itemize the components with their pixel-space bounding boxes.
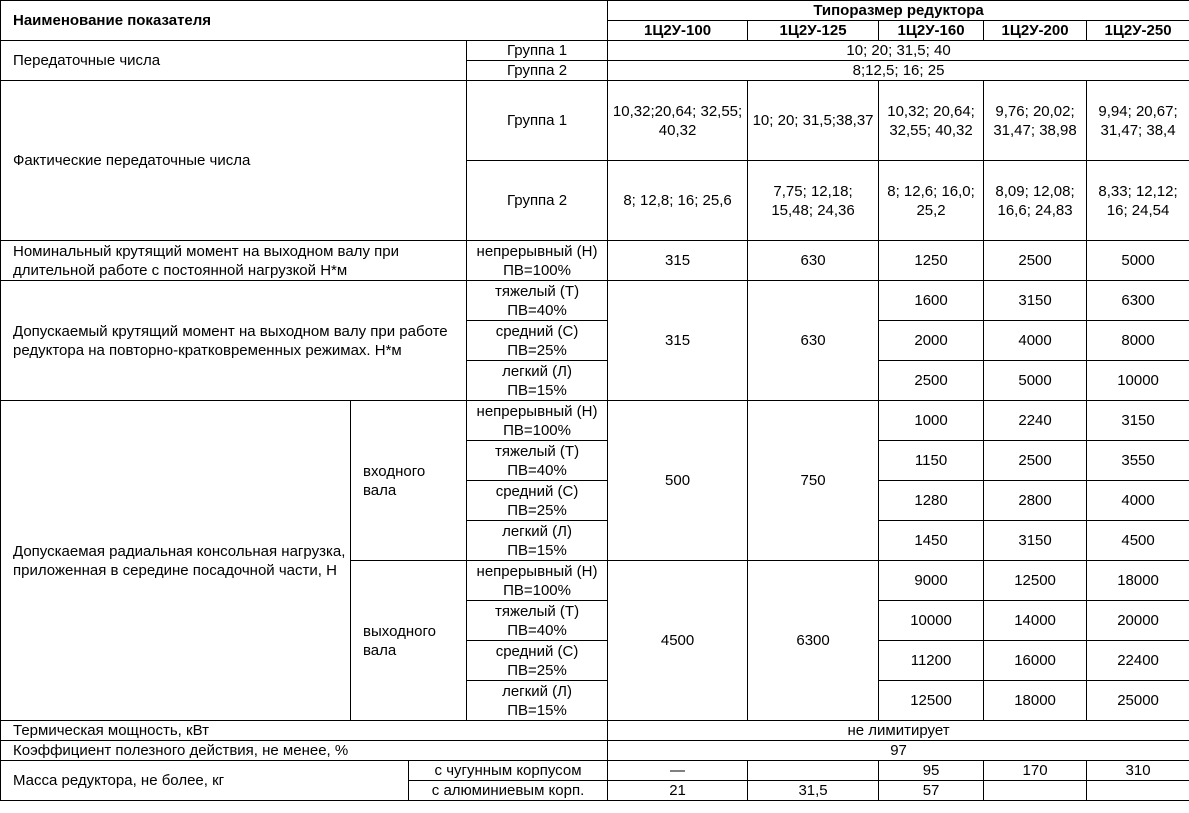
actual-ratios-group2: Группа 2 [467,161,608,241]
load-value: 2800 [984,481,1087,521]
mode-medium: средний (С) ПВ=25% [467,641,608,681]
torque-value: 6300 [1087,281,1189,321]
actual-ratio-value: 9,94; 20,67; 31,47; 38,4 [1087,81,1189,161]
torque-value: 4000 [984,321,1087,361]
input-load-100: 500 [608,401,748,561]
actual-ratio-value: 8; 12,6; 16,0; 25,2 [879,161,984,241]
model-header-125: 1Ц2У-125 [748,21,879,41]
load-value: 20000 [1087,601,1189,641]
mode-medium: средний (С) ПВ=25% [467,321,608,361]
load-value: 14000 [984,601,1087,641]
mass-value [1087,781,1189,801]
model-header-250: 1Ц2У-250 [1087,21,1189,41]
thermal-power-value: не лимитирует [608,721,1189,741]
model-header-160: 1Ц2У-160 [879,21,984,41]
load-value: 1280 [879,481,984,521]
mass-value: 310 [1087,761,1189,781]
input-shaft-label: входного вала [351,401,467,561]
load-value: 2500 [984,441,1087,481]
output-shaft-label: выходного вала [351,561,467,721]
model-header-100: 1Ц2У-100 [608,21,748,41]
mode-medium: средний (С) ПВ=25% [467,481,608,521]
mode-heavy: тяжелый (Т) ПВ=40% [467,441,608,481]
torque-value: 1600 [879,281,984,321]
torque-value: 8000 [1087,321,1189,361]
load-value: 18000 [984,681,1087,721]
radial-load-label: Допускаемая радиальная консольная нагрузка, приложенная в середине посадочной части, Н [1,401,351,721]
mass-value: — [608,761,748,781]
load-value: 12500 [879,681,984,721]
thermal-power-label: Термическая мощность, кВт [1,721,608,741]
output-load-100: 4500 [608,561,748,721]
mass-cast-iron: с чугунным корпусом [409,761,608,781]
torque-value: 5000 [1087,241,1189,281]
torque-value: 630 [748,241,879,281]
torque-value: 3150 [984,281,1087,321]
actual-ratio-value: 8; 12,8; 16; 25,6 [608,161,748,241]
load-value: 2240 [984,401,1087,441]
mass-value: 21 [608,781,748,801]
load-value: 22400 [1087,641,1189,681]
load-value: 18000 [1087,561,1189,601]
load-value: 10000 [879,601,984,641]
output-load-125: 6300 [748,561,879,721]
mode-heavy: тяжелый (Т) ПВ=40% [467,281,608,321]
nominal-torque-label: Номинальный крутящий момент на выходном валу при длительной работе с постоянной нагрузкой Н*м [1,241,467,281]
mass-value: 31,5 [748,781,879,801]
actual-ratio-value: 8,33; 12,12; 16; 24,54 [1087,161,1189,241]
torque-value: 2500 [879,361,984,401]
load-value: 25000 [1087,681,1189,721]
nominal-torque-mode: непрерывный (Н) ПВ=100% [467,241,608,281]
efficiency-label: Коэффициент полезного действия, не менее, % [1,741,608,761]
gear-ratios-group2-values: 8;12,5; 16; 25 [608,61,1189,81]
load-value: 1450 [879,521,984,561]
torque-value: 2000 [879,321,984,361]
mass-aluminum: с алюминиевым корп. [409,781,608,801]
torque-value: 5000 [984,361,1087,401]
torque-value: 315 [608,241,748,281]
mode-light: легкий (Л) ПВ=15% [467,361,608,401]
gear-ratios-label: Передаточные числа [1,41,467,81]
mode-light: легкий (Л) ПВ=15% [467,681,608,721]
allowed-torque-125: 630 [748,281,879,401]
mass-value [748,761,879,781]
load-value: 3550 [1087,441,1189,481]
actual-ratios-label: Фактические передаточные числа [1,81,467,241]
mass-label: Масса редуктора, не более, кг [1,761,409,801]
load-value: 11200 [879,641,984,681]
torque-value: 2500 [984,241,1087,281]
size-group-header: Типоразмер редуктора [608,1,1189,21]
torque-value: 1250 [879,241,984,281]
model-header-200: 1Ц2У-200 [984,21,1087,41]
actual-ratio-value: 9,76; 20,02; 31,47; 38,98 [984,81,1087,161]
mode-heavy: тяжелый (Т) ПВ=40% [467,601,608,641]
load-value: 4000 [1087,481,1189,521]
actual-ratio-value: 10,32;20,64; 32,55; 40,32 [608,81,748,161]
mass-value: 57 [879,781,984,801]
mode-continuous: непрерывный (Н) ПВ=100% [467,401,608,441]
efficiency-value: 97 [608,741,1189,761]
mass-value: 170 [984,761,1087,781]
load-value: 16000 [984,641,1087,681]
load-value: 4500 [1087,521,1189,561]
allowed-torque-100: 315 [608,281,748,401]
gear-ratios-group2: Группа 2 [467,61,608,81]
indicator-name-header: Наименование показателя [1,1,608,41]
actual-ratios-group1: Группа 1 [467,81,608,161]
actual-ratio-value: 10,32; 20,64; 32,55; 40,32 [879,81,984,161]
gear-ratios-group1: Группа 1 [467,41,608,61]
mode-continuous: непрерывный (Н) ПВ=100% [467,561,608,601]
load-value: 3150 [984,521,1087,561]
gear-ratios-group1-values: 10; 20; 31,5; 40 [608,41,1189,61]
load-value: 3150 [1087,401,1189,441]
load-value: 12500 [984,561,1087,601]
mass-value [984,781,1087,801]
mode-light: легкий (Л) ПВ=15% [467,521,608,561]
allowed-torque-label: Допускаемый крутящий момент на выходном валу при работе редуктора на повторно-кратковременных режимах. Н*м [1,281,467,401]
load-value: 9000 [879,561,984,601]
torque-value: 10000 [1087,361,1189,401]
load-value: 1000 [879,401,984,441]
actual-ratio-value: 10; 20; 31,5;38,37 [748,81,879,161]
mass-value: 95 [879,761,984,781]
load-value: 1150 [879,441,984,481]
actual-ratio-value: 7,75; 12,18; 15,48; 24,36 [748,161,879,241]
actual-ratio-value: 8,09; 12,08; 16,6; 24,83 [984,161,1087,241]
input-load-125: 750 [748,401,879,561]
